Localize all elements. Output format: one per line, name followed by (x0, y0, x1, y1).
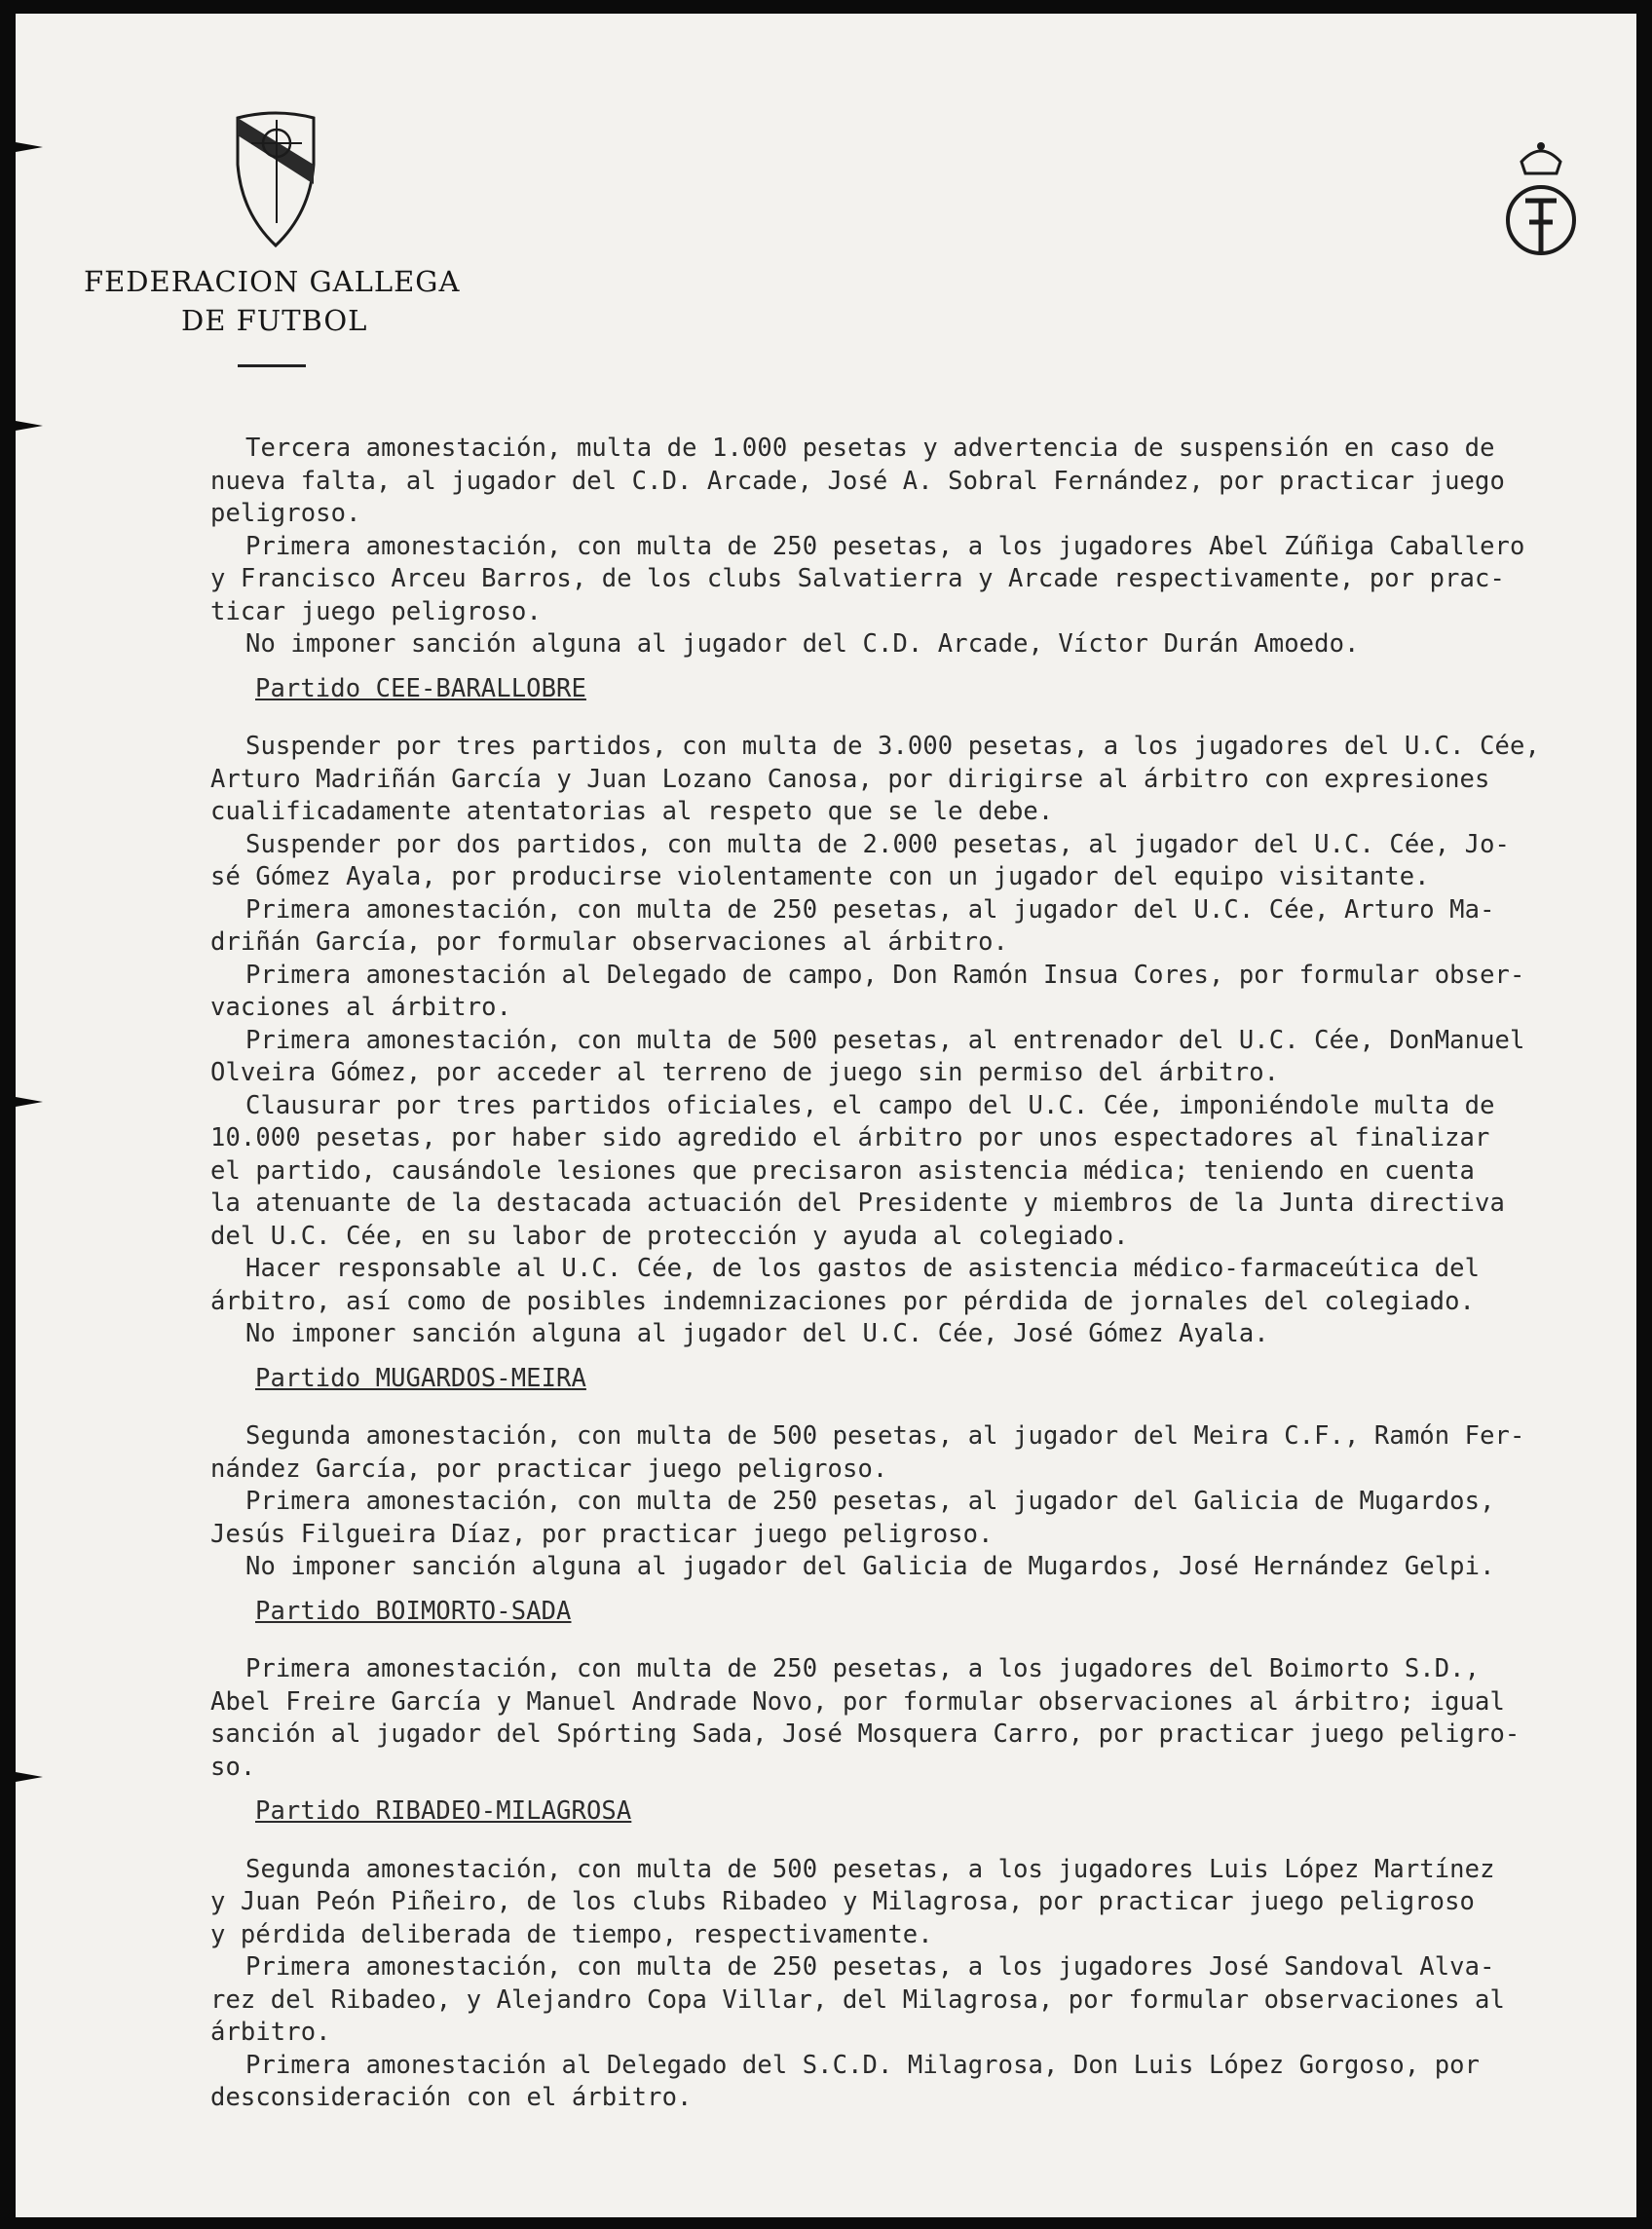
punch-mark (16, 421, 43, 431)
section-heading: Partido BOIMORTO-SADA (255, 1596, 572, 1626)
paragraph: Primera amonestación al Delegado del S.C.D. Milagrosa, Don Luis López Gorgoso, por desconsideración con el árbitro. (210, 2050, 1481, 2112)
document-body (210, 433, 1633, 2115)
shield-crest-icon (232, 106, 319, 247)
paragraph: No imponer sanción alguna al jugador del U.C. Cée, José Gómez Ayala. (245, 1319, 1269, 1348)
document-page (16, 14, 1636, 2217)
letterhead-divider (238, 364, 306, 367)
punch-mark (16, 1097, 43, 1107)
paragraph: Suspender por dos partidos, con multa de 2.000 pesetas, al jugador del U.C. Cée, Jo- sé Gómez Ayala, por producirse violentamente con un jugador del equipo visitante. (210, 829, 1510, 891)
federation-name (84, 262, 493, 340)
royal-crown-crest-icon (1492, 132, 1590, 269)
paragraph: Primera amonestación, con multa de 250 pesetas, a los jugadores José Sandoval Alva- rez del Ribadeo, y Alejandro Copa Villar, del Milagrosa, por formular observaciones al árbitro. (210, 1952, 1505, 2047)
paragraph: Primera amonestación, con multa de 250 pesetas, al jugador del U.C. Cée, Arturo Ma- driñán García, por formular observaciones al árbitro. (210, 894, 1495, 957)
paragraph: Segunda amonestación, con multa de 500 pesetas, a los jugadores Luis López Martínez y Juan Peón Piñeiro, de los clubs Ribadeo y Milagrosa, por practicar juego peligroso y pérdida deliberada de tiempo, respectivamente. (210, 1854, 1495, 1949)
paragraph: Primera amonestación, con multa de 250 pesetas, a los jugadores Abel Zúñiga Caballero y Francisco Arceu Barros, de los clubs Salvatierra y Arcade respectivamente, por prac- ticar juego peligroso. (210, 531, 1525, 626)
paragraph: No imponer sanción alguna al jugador del Galicia de Mugardos, José Hernández Gelpi. (245, 1552, 1495, 1581)
punch-mark (16, 142, 43, 152)
paragraph: Primera amonestación al Delegado de campo, Don Ramón Insua Cores, por formular obser- vaciones al árbitro. (210, 960, 1525, 1022)
paragraph: Primera amonestación, con multa de 500 pesetas, al entrenador del U.C. Cée, DonManuel Olveira Gómez, por acceder al terreno de juego sin permiso del árbitro. (210, 1025, 1525, 1087)
paragraph: Segunda amonestación, con multa de 500 pesetas, al jugador del Meira C.F., Ramón Fer- nández García, por practicar juego peligroso. (210, 1421, 1525, 1484)
paragraph: Tercera amonestación, multa de 1.000 pesetas y advertencia de suspensión en caso de nueva falta, al jugador del C.D. Arcade, José A. Sobral Fernández, por practicar juego peligroso. (210, 434, 1505, 528)
paragraph: Primera amonestación, con multa de 250 pesetas, al jugador del Galicia de Mugardos, Jesús Filgueira Díaz, por practicar juego peligroso. (210, 1487, 1495, 1549)
federation-name-line1: FEDERACION GALLEGA (84, 265, 461, 298)
paragraph: Primera amonestación, con multa de 250 pesetas, a los jugadores del Boimorto S.D., Abel Freire García y Manuel Andrade Novo, por formular observaciones al árbitro; igual sanción al jugador del Spórting Sada, José Mosquera Carro, por practicar juego peligro- so. (210, 1654, 1521, 1782)
paragraph: Suspender por tres partidos, con multa de 3.000 pesetas, a los jugadores del U.C. Cée, Arturo Madriñán García y Juan Lozano Canosa, por dirigirse al árbitro con expresiones cualificadamente atentatorias al respeto que se le debe. (210, 732, 1540, 826)
paragraph: Clausurar por tres partidos oficiales, el campo del U.C. Cée, imponiéndole multa de 10.000 pesetas, por haber sido agredido el árbitro por unos espectadores al finalizar el partido, causándole lesiones que precisaron asistencia médica; teniendo en cuenta la atenuante de la destacada actuación del Presidente y miembros de la Junta directiva del U.C. Cée, en su labor de protección y ayuda al colegiado. (210, 1090, 1505, 1251)
paragraph: No imponer sanción alguna al jugador del C.D. Arcade, Víctor Durán Amoedo. (245, 629, 1360, 659)
section-heading: Partido CEE-BARALLOBRE (255, 673, 586, 703)
section-heading: Partido MUGARDOS-MEIRA (255, 1363, 586, 1393)
federation-name-line2: DE FUTBOL (181, 304, 368, 337)
punch-mark (16, 1772, 43, 1782)
paragraph: Hacer responsable al U.C. Cée, de los gastos de asistencia médico-farmaceútica del árbitro, así como de posibles indemnizaciones por pérdida de jornales del colegiado. (210, 1254, 1481, 1316)
section-heading: Partido RIBADEO-MILAGROSA (255, 1796, 632, 1826)
